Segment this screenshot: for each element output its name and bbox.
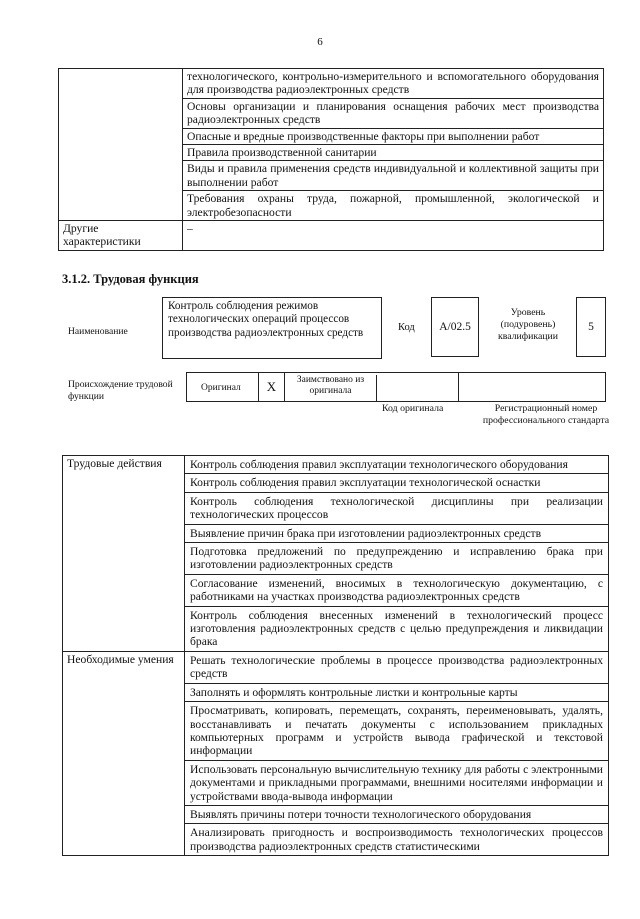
code-value: А/02.5 — [431, 297, 479, 357]
function-name-box: Контроль соблюдения режимов технологических операций процессов производства радиоэлектронных средств — [162, 297, 382, 359]
code-original-cell — [377, 373, 459, 401]
code-original-caption: Код оригинала — [382, 403, 444, 414]
table-cell: Заполнять и оформлять контрольные листки и контрольные карты — [185, 683, 609, 701]
page-number: 6 — [317, 36, 323, 48]
row-label: Трудовые действия — [63, 456, 185, 652]
code-label: Код — [398, 322, 415, 333]
level-value: 5 — [576, 297, 606, 357]
section-heading: 3.1.2. Трудовая функция — [62, 272, 199, 286]
level-label: Уровень (подуровень) квалификации — [497, 307, 559, 342]
table-cell: Согласование изменений, вносимых в технологическую документацию, с работниками на участках производства радиоэлектронных средств — [185, 574, 609, 606]
table-cell: – — [183, 221, 604, 251]
knowledge-table — [58, 68, 604, 251]
table-cell: Выявлять причины потери точности технологического оборудования — [185, 805, 609, 823]
table-cell: Виды и правила применения средств индивидуальной и коллективной защиты при выполнении работ — [183, 161, 604, 191]
function-table — [62, 455, 609, 856]
table-cell: Подготовка предложений по предупреждению и исправлению брака при изготовлении радиоэлектронных средств — [185, 543, 609, 575]
table-cell: Анализировать пригодность и воспроизводимость технологических процессов производства радиоэлектронных средств статистическими — [185, 824, 609, 856]
origin-grid — [186, 372, 606, 402]
borrowed-label: Заимствовано из оригинала — [285, 375, 377, 401]
row-label: Другие характеристики — [59, 221, 183, 251]
row-label: Необходимые умения — [63, 651, 185, 855]
name-label: Наименование — [68, 326, 128, 337]
original-label: Оригинал — [201, 383, 241, 393]
table-cell: Решать технологические проблемы в процессе производства радиоэлектронных средств — [185, 651, 609, 683]
table-cell: Контроль соблюдения правил эксплуатации технологического оборудования — [185, 456, 609, 474]
table-cell: Контроль соблюдения внесенных изменений в технологический процесс изготовления радиоэлектронных средств с целью предупреждения и ликвидации брака — [185, 606, 609, 651]
table-cell: Контроль соблюдения правил эксплуатации технологической оснастки — [185, 474, 609, 492]
origin-label: Происхождение трудовой функции — [68, 379, 173, 402]
table-cell: Просматривать, копировать, перемещать, сохранять, переименовывать, удалять, восстанавливать и печатать документы с использованием прикладных компьютерных программ и устройств вывода графической и текстовой информации — [185, 702, 609, 761]
table-cell: Использовать персональную вычислительную технику для работы с электронными документами и прикладными программами, внешними носителями информации и устройствами ввода-вывода информации — [185, 760, 609, 805]
table-cell: Опасные и вредные производственные факторы при выполнении работ — [183, 128, 604, 144]
original-mark: X — [259, 373, 285, 401]
table-cell: Требования охраны труда, пожарной, промышленной, экологической и электробезопасности — [183, 191, 604, 221]
original-cell — [187, 373, 259, 401]
row-label — [59, 69, 183, 221]
reg-number-caption: Регистрационный номер профессионального стандарта — [482, 403, 610, 426]
table-cell: Основы организации и планирования оснащения рабочих мест производства радиоэлектронных средств — [183, 98, 604, 128]
table-cell: Контроль соблюдения технологической дисциплины при реализации технологических процессов — [185, 492, 609, 524]
reg-number-cell — [459, 373, 605, 401]
table-cell: Выявление причин брака при изготовлении радиоэлектронных средств — [185, 524, 609, 542]
table-cell: технологического, контрольно-измерительного и вспомогательного оборудования для производства радиоэлектронных средств — [183, 69, 604, 99]
table-cell: Правила производственной санитарии — [183, 145, 604, 161]
